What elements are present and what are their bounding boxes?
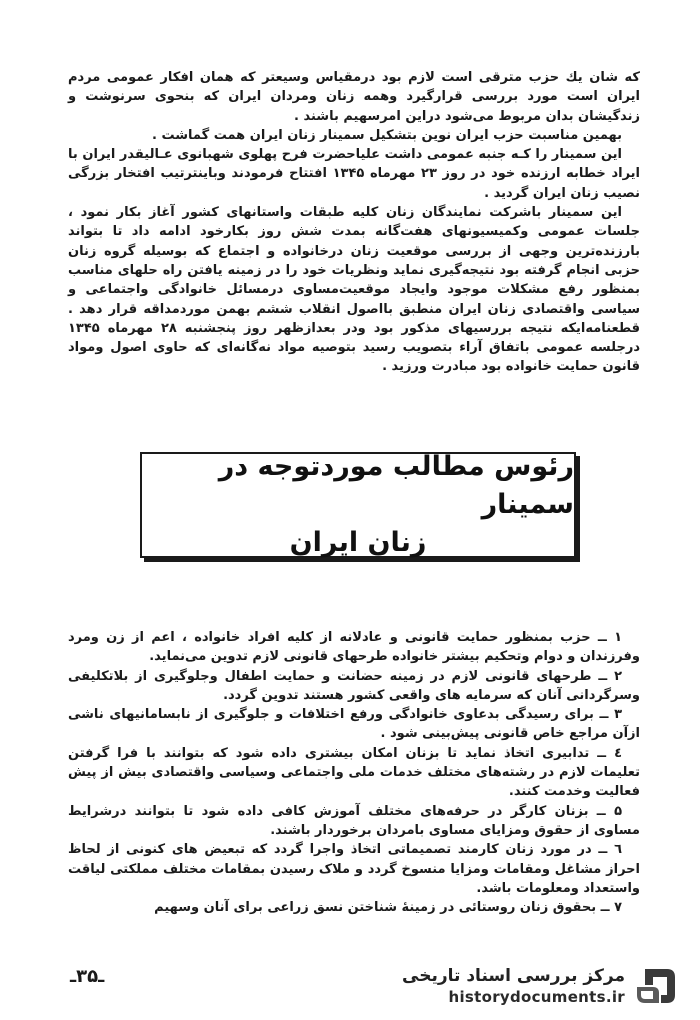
section-title-box (140, 452, 576, 558)
page-number: ـ۳۵ـ (70, 966, 105, 987)
section-title-line-1: رئوس مطالب موردتوجه در سمینار (218, 451, 574, 520)
intro-paragraph: که شان یك حزب مترقی است لازم بود درمقیاس وسیعتر که همان افکار عمومی مردم ایران است مورد بررسی قرارگیرد وهمه زنان ومردان ایران که بنحوی سرنوشت و زندگیشان بدان مربوط می‌شود دراین امرسهیم باشند . (68, 70, 640, 124)
watermark-url[interactable]: historydocuments.ir (448, 988, 625, 1006)
section-title-line-2: زنان ایران (289, 527, 427, 558)
list-item: ۲ ــ طرحهای قانونی لازم در زمینه حضانت و حمایت اطفال وجلوگیری از بلاتکلیفی وسرگردانی آنان که سرمایه های واقعی کشور هستند تدوین گردد. (68, 668, 640, 703)
document-center-logo-icon (631, 961, 681, 1011)
list-item: ۷ ــ بحقوق زنان روستائی در زمینهٔ شناختن نسق زراعی برای آنان وسهیم (154, 900, 622, 916)
watermark-title: مرکز بررسی اسناد تاریخی (402, 966, 625, 986)
list-item: ۵ ــ بزنان کارگر در حرفه‌های مختلف آموزش کافی داده شود تا بتوانند درشرایط مساوی از حقوق ومزایای مساوی بامردان برخوردار باشند. (68, 803, 640, 838)
watermark[interactable] (385, 958, 693, 1014)
intro-paragraph: بهمین مناسبت حزب ایران نوین بتشکیل سمینار زنان ایران همت گماشت . (152, 127, 622, 143)
resolution-list (68, 628, 640, 917)
list-item: ۳ ــ برای رسیدگی بدعاوی خانوادگی ورفع اختلافات و جلوگیری از نابسامانیهای ناشی ازآن مراجع خاص قانونی پیش‌بینی شود . (68, 707, 640, 742)
list-item: ۱ ــ حزب بمنظور حمایت قانونی و عادلانه از کلیه افراد خانواده ، اعم از زن ومرد وفرزندان و دوام وتحکیم بیشتر خانواده طرحهای قانونی لازم تدوین می‌نماید. (68, 630, 640, 665)
intro-paragraph: این سمینار را کـه جنبه عمومی داشت علیاحضرت فرح پهلوی شهبانوی عـالیقدر ایران با ایراد خطابه ارزنده خود در روز ۲۳ مهرماه ۱۳۴۵ افتتاح فرمودند وباینترتیب افتخار بزرگی نصیب زنان ایران گردید . (68, 147, 641, 201)
list-item: ٦ ــ در مورد زنان کارمند تصمیماتی اتخاذ واجرا گردد که تبعیض های کنونی از لحاظ احراز مشاغل ومقامات ومزایا منسوخ گردد و ملاک رسیدن بمقامات مختلف مملکتی لیاقت واستعداد ومعلومات باشد. (68, 842, 640, 896)
list-item: ٤ ــ تدابیری اتخاذ نماید تا بزنان امکان بیشتری داده شود که بتوانند با فرا گرفتن تعلیمات لازم در رشته‌های مختلف خدمات ملی واجتماعی وسیاسی واقتصادی بیش از پیش فعالیت وخدمت کنند. (68, 745, 640, 800)
watermark-text (385, 965, 625, 1007)
intro-paragraph: این سمینار باشرکت نمایندگان زنان کلیه طبقات واستانهای کشور آغاز بکار نمود ، جلسات عمومی وکمیسیونهای هفت‌گانه بمدت شش روز بکارخود ادامه داد تا بتواند بارزنده‌ترین وجهی از بررسی موقعیت زنان درخانواده و اجتماع که بوسیله گروه زنان حزبی انجام گرفته بود نتیجه‌گیری نماید ونظریات خود را در زمینه یافتن راه حلهای مناسب بمنظور رفع مشکلات موجود وایجاد موقعیت‌مساوی درمسائل خانوادگی واجتماعی و سیاسی واقتصادی زنان ایران منطبق بااصول انقلاب ششم بهمن موردمداقه قرار دهد . قطعنامه‌ایکه نتیجه بررسیهای مذکور بود ودر بعدازظهر روز پنجشنبه ۲۸ مهرماه ۱۳۴۵ درجلسه عمومی باتفاق آراء بتصویب رسید بتوصیه مواد نه‌گانه‌ای که حاوی اصول ومواد قانون حمایت خانواده بود مبادرت ورزید . (68, 205, 641, 375)
intro-text (68, 68, 640, 377)
